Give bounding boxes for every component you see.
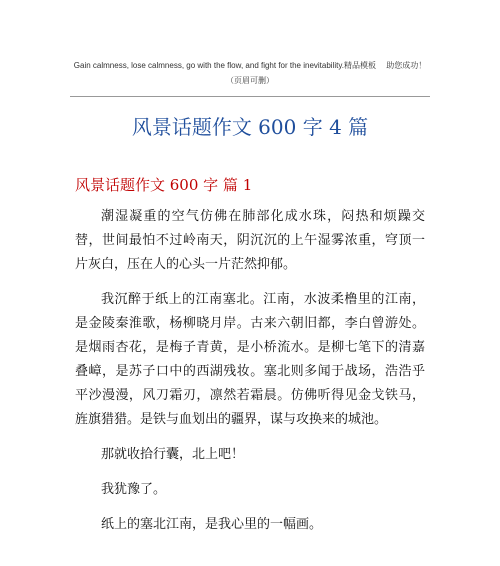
paragraph: 那就收拾行囊，北上吧！ — [101, 447, 245, 462]
section-heading: 风景话题作文 600 字 篇 1 — [75, 176, 253, 194]
document-title: 风景话题作文 600 字 4 篇 — [131, 115, 369, 139]
paragraph: 我沉醉于纸上的江南塞北。江南，水波柔橹里的江南，是金陵秦淮歌，杨柳晓月岸。古来六朝旧都，李白曾游处。是烟雨杏花，是梅子青黄，是小桥流水。是柳七笔下的清嘉叠嶂，是苏子口中的西湖残妆。塞北则多闻于战场，浩浩乎平沙漫漫，风刀霜刃，凛然若霜晨。仿佛听得见金戈铁马，旌旗猎猎。是铁与血划出的疆界，谋与攻换来的城池。 — [75, 292, 425, 427]
essay-body — [75, 205, 425, 548]
paragraph: 我犹豫了。 — [101, 482, 167, 497]
page-header: Gain calmness, lose calmness, go with the flow, and fight for the inevitability.精品模板 助您成功！（页眉可删） — [73, 61, 427, 85]
paragraph: 纸上的塞北江南，是我心里的一幅画。 — [101, 517, 323, 532]
header-divider — [70, 96, 430, 97]
paragraph: 潮湿凝重的空气仿佛在肺部化成水珠，闷热和烦躁交替，世间最怕不过岭南天，阴沉沉的上午湿雾浓重，穹顶一片灰白，压在人的心头一片茫然抑郁。 — [75, 209, 425, 272]
